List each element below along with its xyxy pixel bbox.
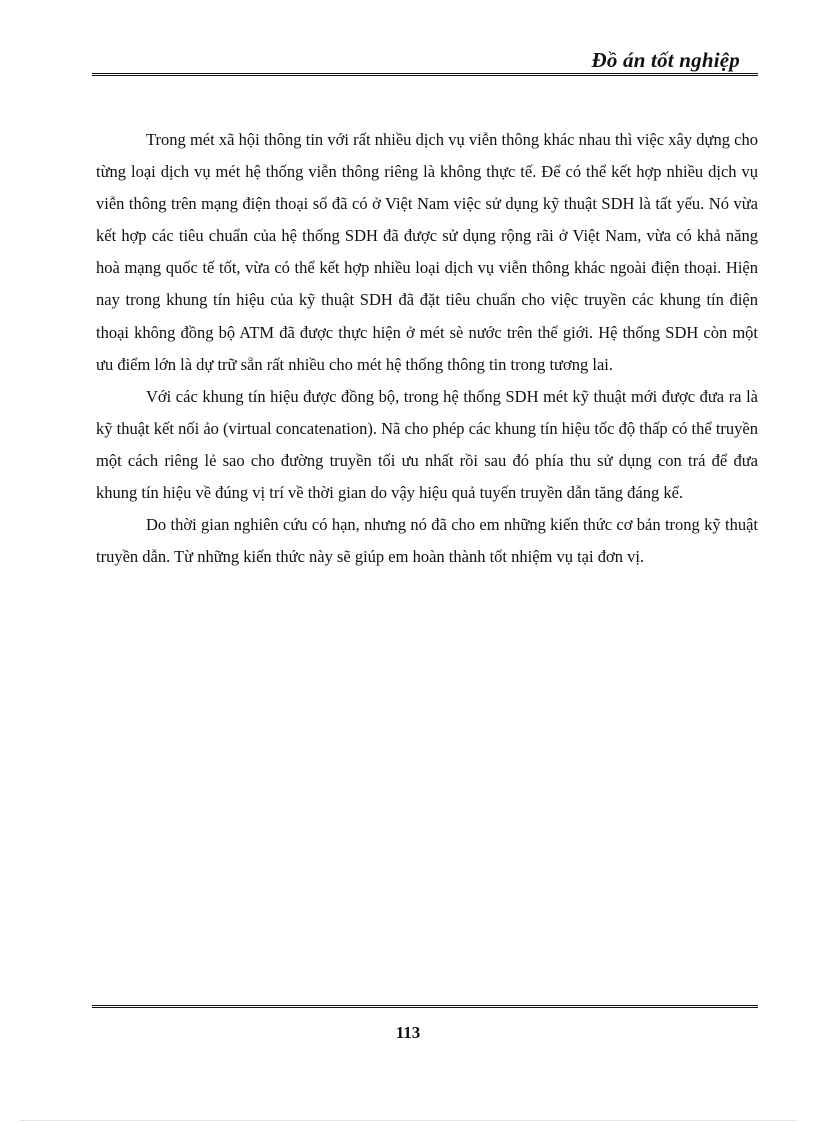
- paragraph-3: Do thời gian nghiên cứu có hạn, nhưng nó đã cho em những kiến thức cơ bản trong kỹ thuật truyền dẫn. Từ những kiến thức này sẽ giúp em hoàn thành tốt nhiệm vụ tại đơn vị.: [96, 515, 758, 567]
- page-number: 113: [395, 1023, 421, 1042]
- paragraph-2: Với các khung tín hiệu được đồng bộ, trong hệ thống SDH mét kỹ thuật mới được đưa ra là kỹ thuật kết nối ảo (virtual concatenation). Nã cho phép các khung tín hiệu tốc độ thấp có thể truyền một cách riêng lẻ sao cho đường truyền tối ưu nhất rồi sau đó phía thu sử dụng con trá để đưa khung tín hiệu về đúng vị trí về thời gian do vậy hiệu quả tuyến truyền dẫn tăng đáng kể.: [96, 386, 758, 503]
- document-body: [96, 124, 758, 573]
- header-double-rule: [92, 73, 758, 76]
- document-header-title: Đồ án tốt nghiệp: [591, 48, 740, 72]
- footer-double-rule: [92, 1005, 758, 1008]
- page-bottom-edge: [20, 1120, 796, 1121]
- paragraph-1: Trong mét xã hội thông tin với rất nhiều dịch vụ viễn thông khác nhau thì việc xây dựng cho từng loại dịch vụ mét hệ thống viễn thông riêng là không thực tế. Để có thể kết hợp nhiều dịch vụ viễn thông trên mạng điện thoại số đã có ở Việt Nam việc sử dụng kỹ thuật SDH là tất yếu. Nó vừa kết hợp các tiêu chuẩn của hệ thống SDH đã được sử dụng rộng rãi ở Việt Nam, vừa có khả năng hoà mạng quốc tế tốt, vừa có thể kết hợp nhiều loại dịch vụ viễn thông khác ngoài điện thoại. Hiện nay trong khung tín hiệu của kỹ thuật SDH đã đặt tiêu chuẩn cho việc truyền các khung tín điện thoại không đồng bộ ATM đã được thực hiện ở mét sè nước trên thế giới. Hệ thống SDH còn một ưu điểm lớn là dự trữ sẵn rất nhiều cho mét hệ thống thông tin trong tương lai.: [96, 130, 758, 374]
